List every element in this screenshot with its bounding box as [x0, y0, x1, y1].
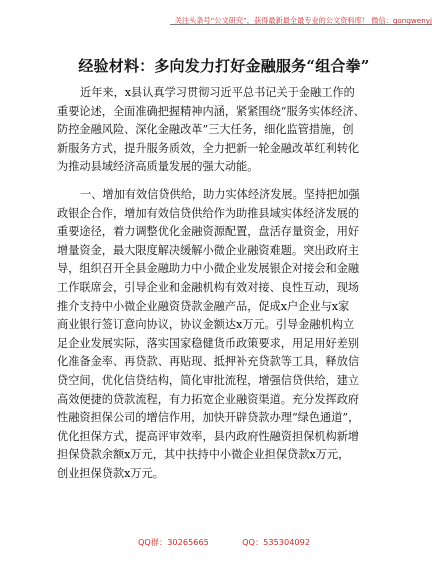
paragraph-line: 防控金融风险、深化金融改革”三大任务，细化监管措施，创 — [57, 123, 354, 137]
paragraph-line: 重要途径，着力调整优化金融资源配置，盘活存量资金，用好 — [57, 225, 360, 239]
paragraph-line: 担保贷款余额x万元，其中扶持中小微企业担保贷款x万元， — [57, 448, 350, 462]
paragraph-line: 新服务方式，提升服务质效，全力把新一轮金融改革红利转化 — [57, 141, 360, 155]
paragraph-line: 近年来，x县认真学习贯彻习近平总书记关于金融工作的 — [80, 86, 355, 99]
footer-qq: QQ：535304092 — [242, 537, 311, 547]
header-banner — [170, 8, 432, 25]
footer-banner — [0, 537, 448, 548]
document-title: 经验材料：多向发力打好金融服务“组合拳” — [78, 57, 370, 75]
paragraph-line: 工作联席会，引导企业和金融机构有效对接、良性互动，现场 — [57, 280, 360, 294]
paragraph-line: 为推动县域经济高质量发展的强大动能。 — [57, 160, 259, 174]
paragraph-line: 重要论述，全面准确把握精神内涵，紧紧围绕“服务实体经济、 — [57, 104, 365, 118]
paragraph-line: 商业银行签订意向协议，协议金额达x万元。引导金融机构立 — [57, 318, 355, 332]
header-banner-text: 关注头条号“公文研究”，获得最新最全最专业的公文资料库！ 微信：gongwenyj — [174, 16, 432, 25]
paragraph-line: 高效便捷的贷款流程，有力拓宽企业融资渠道。充分发挥政府 — [57, 392, 360, 406]
paragraph-line: 政银企合作，增加有效信贷供给作为助推县域实体经济发展的 — [57, 206, 360, 220]
paragraph-line: 优化担保方式，提高评审效率，县内政府性融资担保机构新增 — [57, 429, 360, 443]
paragraph-line: 化准备金率、再贷款、再贴现、抵押补充贷款等工具，释放信 — [57, 355, 360, 369]
paragraph-line: 导，组织召开全县金融助力中小微企业发展银企对接会和金融 — [57, 262, 360, 276]
paragraph-line: 增量资金，最大限度解决缓解小微企业融资难题。突出政府主 — [57, 243, 360, 257]
paragraph-line: 一、增加有效信贷供给，助力实体经济发展。坚持把加强 — [80, 187, 360, 201]
paragraph-line: 创业担保贷款x万元。 — [57, 466, 164, 480]
footer-qq-group: QQ群：30265665 — [137, 537, 209, 547]
paragraph-line: 足企业发展实际，落实国家稳健货币政策要求，用足用好差别 — [57, 336, 360, 350]
paragraph-line: 推介支持中小微企业融资贷款金融产品，促成x户企业与x家 — [57, 299, 350, 313]
paragraph-line: 贷空间，优化信贷结构，简化审批流程，增强信贷供给，建立 — [57, 373, 360, 387]
document-body — [57, 84, 392, 483]
paragraph-line: 性融资担保公司的增信作用，加快开辟贷款办理“绿色通道”， — [57, 411, 360, 425]
